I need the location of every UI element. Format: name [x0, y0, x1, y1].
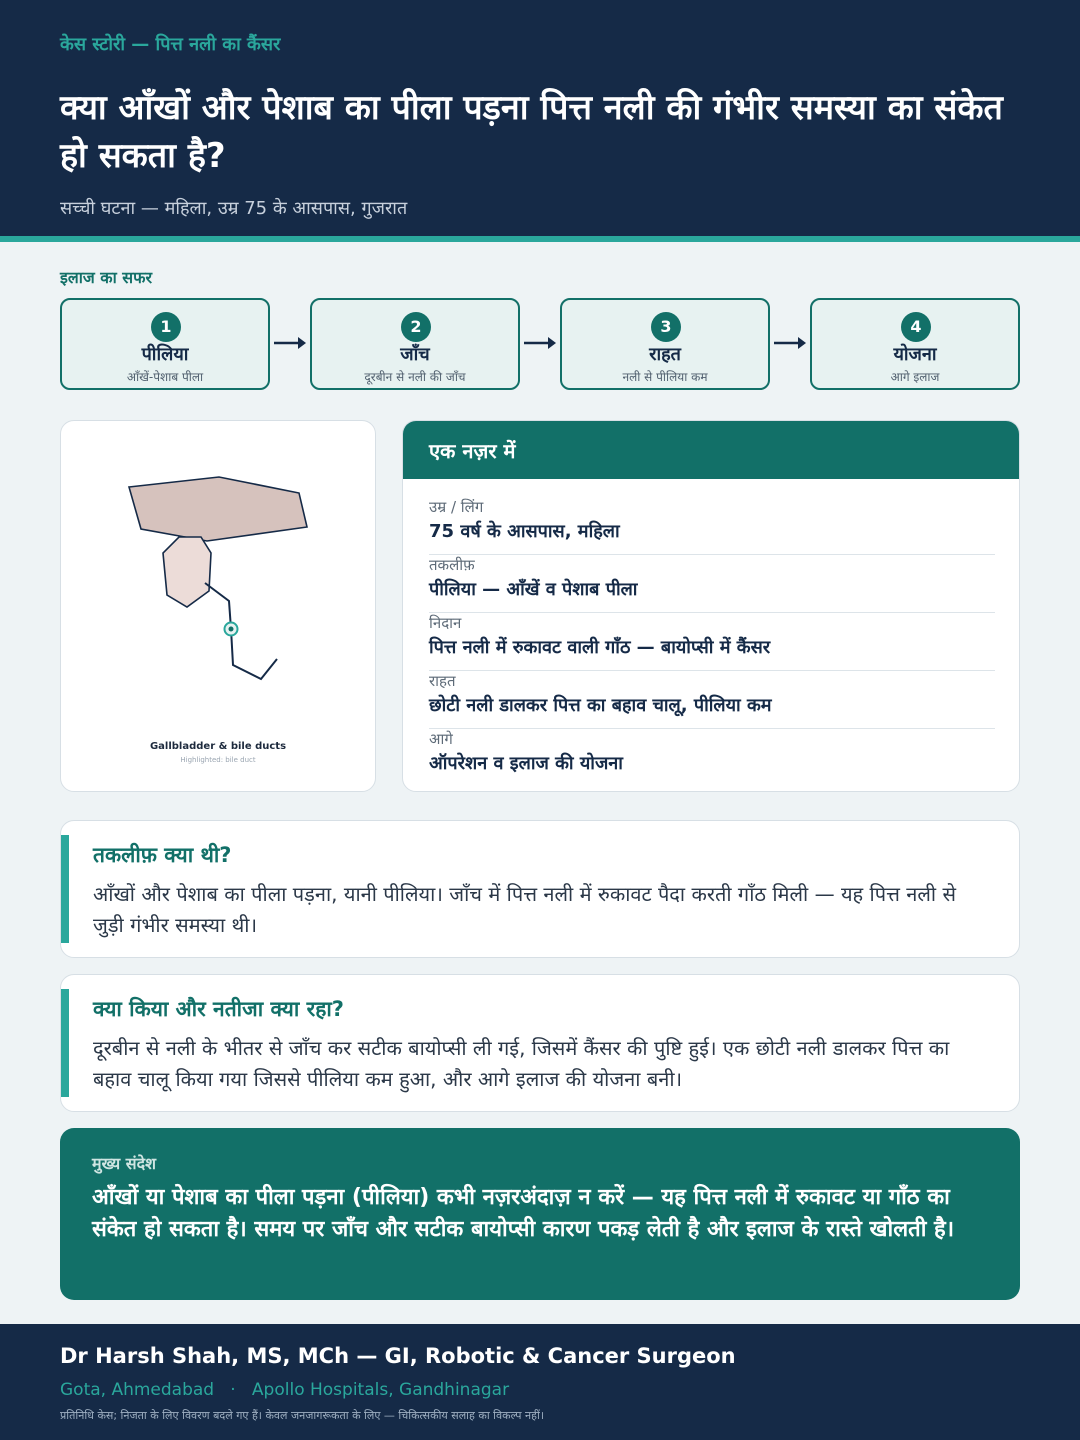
footer — [0, 1324, 1080, 1440]
glance-value: छोटी नली डालकर पित्त का बहाव चालू, पीलिया कम — [429, 695, 772, 716]
outcome-card — [60, 974, 1020, 1112]
step-number: 3 — [651, 312, 681, 342]
glance-value: पीलिया — आँखें व पेशाब पीला — [429, 579, 638, 600]
doctor-name: Dr Harsh Shah, MS, MCh — GI, Robotic & Cancer Surgeon — [60, 1344, 736, 1368]
anatomy-diagram-card — [60, 420, 376, 792]
step-description: आगे इलाज — [890, 370, 940, 384]
header — [0, 0, 1080, 236]
arrow-right-icon — [272, 335, 308, 351]
key-message-box — [60, 1128, 1020, 1300]
diagram-note: Highlighted: bile duct — [180, 756, 256, 764]
liver-shape — [129, 477, 307, 541]
arrow-right-icon — [772, 335, 808, 351]
journey-step-1 — [60, 298, 270, 390]
at-a-glance-card — [402, 420, 1020, 792]
step-label: जाँच — [400, 344, 430, 365]
glance-title: एक नज़र में — [403, 421, 1020, 479]
step-label: राहत — [649, 344, 681, 365]
glance-value: 75 वर्ष के आसपास, महिला — [429, 521, 620, 542]
problem-heading: तकलीफ़ क्या थी? — [93, 843, 232, 867]
problem-card — [60, 820, 1020, 958]
disclaimer: प्रतिनिधि केस; निजता के लिए विवरण बदले गए हैं। केवल जनजागरूकता के लिए — चिकित्सकीय सलाह का विकल्प नहीं। — [60, 1409, 545, 1422]
journey-title: इलाज का सफर — [60, 268, 152, 287]
glance-row — [429, 671, 995, 729]
key-message-label: मुख्य संदेश — [92, 1154, 156, 1173]
header-divider — [0, 236, 1080, 242]
step-label: योजना — [893, 344, 937, 365]
step-number: 2 — [401, 312, 431, 342]
step-description: दूरबीन से नली की जाँच — [364, 370, 466, 384]
glance-key: राहत — [429, 672, 456, 690]
page-title: क्या आँखों और पेशाब का पीला पड़ना पित्त नली की गंभीर समस्या का संकेत हो सकता है? — [60, 88, 1003, 176]
journey-step-2 — [310, 298, 520, 390]
glance-row — [429, 555, 995, 613]
gallbladder-shape — [163, 537, 211, 607]
outcome-heading: क्या किया और नतीजा क्या रहा? — [93, 997, 344, 1021]
glance-key: तकलीफ़ — [429, 556, 475, 574]
bile-duct-line — [205, 583, 277, 679]
journey-step-3 — [560, 298, 770, 390]
card-accent-bar — [61, 835, 69, 943]
glance-key: उम्र / लिंग — [429, 498, 484, 516]
step-label: पीलिया — [141, 344, 189, 365]
glance-key: आगे — [429, 730, 453, 748]
kicker: केस स्टोरी — पित्त नली का कैंसर — [60, 34, 281, 55]
glance-row — [429, 613, 995, 671]
arrow-right-icon — [522, 335, 558, 351]
problem-body: आँखों और पेशाब का पीला पड़ना, यानी पीलिया। जाँच में पित्त नली में रुकावट पैदा करती गाँठ मिली — यह पित्त नली से जुड़ी गंभीर समस्या थी। — [93, 882, 956, 937]
outcome-body: दूरबीन से नली के भीतर से जाँच कर सटीक बायोप्सी ली गई, जिसमें कैंसर की पुष्टि हुई। एक छोटी नली डालकर पित्त का बहाव चालू किया गया जिससे पीलिया कम हुआ, और आगे इलाज की योजना बनी। — [93, 1036, 950, 1091]
step-number: 1 — [151, 312, 181, 342]
journey-step-4 — [810, 298, 1020, 390]
key-message-text: आँखों या पेशाब का पीला पड़ना (पीलिया) कभी नज़रअंदाज़ न करें — यह पित्त नली में रुकावट या गाँठ का संकेत हो सकता है। समय पर जाँच और सटीक बायोप्सी कारण पकड़ लेती है और इलाज के रास्ते खोलती है। — [92, 1185, 955, 1242]
glance-key: निदान — [429, 614, 462, 632]
glance-row — [429, 729, 995, 787]
glance-value: पित्त नली में रुकावट वाली गाँठ — बायोप्सी में कैंसर — [429, 637, 771, 658]
step-number: 4 — [901, 312, 931, 342]
step-description: आँखें-पेशाब पीला — [126, 370, 204, 384]
page-subtitle: सच्ची घटना — महिला, उम्र 75 के आसपास, गुजरात — [60, 198, 408, 219]
glance-value: ऑपरेशन व इलाज की योजना — [429, 753, 623, 774]
bile-duct-diagram — [61, 421, 377, 793]
doctor-location: Gota, Ahmedabad · Apollo Hospitals, Gandhinagar — [60, 1380, 510, 1400]
card-accent-bar — [61, 989, 69, 1097]
step-description: नली से पीलिया कम — [622, 370, 708, 384]
diagram-title: Gallbladder & bile ducts — [149, 741, 287, 752]
glance-row — [429, 497, 995, 555]
